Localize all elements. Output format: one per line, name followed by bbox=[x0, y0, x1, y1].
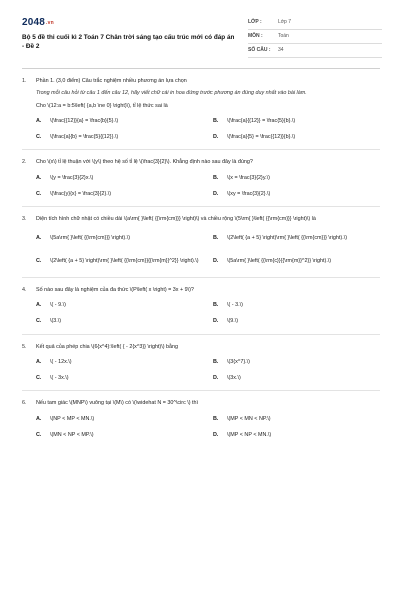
meta-label: SỐ CÂU : bbox=[248, 47, 271, 54]
answer-option[interactable] bbox=[36, 255, 203, 269]
exam-meta bbox=[248, 16, 382, 58]
question-text: Số nào sau đây là nghiệm của đa thức \(P\left( x \right) = 3x + 9\)? bbox=[36, 286, 194, 293]
option-letter: B. bbox=[213, 358, 219, 365]
answer-option[interactable] bbox=[36, 118, 203, 125]
option-text: \( - 3.\) bbox=[227, 301, 243, 308]
answer-options bbox=[36, 175, 380, 199]
option-text: \(MN < NP < MP.\) bbox=[50, 432, 94, 439]
question-divider bbox=[22, 390, 380, 391]
meta-value: Lớp 7 bbox=[278, 19, 292, 26]
section-title: Phần 1. (3,0 điểm) Câu trắc nghiệm nhiều phương án lựa chọn bbox=[36, 78, 187, 84]
option-text: \(\frac{a}{5} = \frac{{12}}{b}.\) bbox=[227, 134, 296, 141]
meta-row-class bbox=[248, 16, 382, 30]
option-letter: D. bbox=[213, 258, 219, 265]
option-text: \(2\left( {a + 5} \right)\rm{ }\left( {{\rm{cm}}{{\rm{m}}^2}} \right).\) bbox=[50, 258, 199, 265]
question-text: Diện tích hình chữ nhật có chiều dài \(a\rm{ }\left( {{\rm{cm}}} \right)\) và chiều rộng \(5\rm{ }\left( {{\rm{cm}}} \right)\) là bbox=[36, 216, 316, 223]
option-text: \(3x.\) bbox=[227, 375, 241, 382]
answer-option[interactable] bbox=[36, 175, 203, 182]
answer-options bbox=[36, 302, 380, 326]
answer-option[interactable] bbox=[36, 416, 203, 423]
question-text: Kết quả của phép chia \(6{x^4}:\left( { - 2{x^3}} \right)\) bằng bbox=[36, 343, 179, 350]
option-text: \(\frac{{12}}{a} = \frac{b}{5}.\) bbox=[50, 117, 119, 124]
answer-options bbox=[36, 232, 380, 269]
option-letter: B. bbox=[213, 117, 219, 124]
question-2 bbox=[22, 159, 380, 207]
meta-row-count bbox=[248, 44, 382, 58]
site-logo[interactable] bbox=[22, 16, 54, 30]
meta-label: MÔN : bbox=[248, 33, 263, 40]
question-divider bbox=[22, 206, 380, 207]
question-text: Nếu tam giác \(MNP\) vuông tại \(M\) có \(\widehat N = 30^\circ \) thì bbox=[36, 400, 199, 407]
meta-value: Toán bbox=[278, 33, 289, 40]
answer-option[interactable] bbox=[213, 318, 380, 325]
option-text: \(3.\) bbox=[50, 318, 62, 325]
question-divider bbox=[22, 277, 380, 278]
answer-option[interactable] bbox=[36, 432, 203, 439]
question-number: 6. bbox=[22, 400, 27, 407]
option-letter: C. bbox=[36, 318, 42, 325]
option-text: \( - 3x.\) bbox=[50, 375, 69, 382]
option-letter: D. bbox=[213, 318, 219, 325]
logo-text: 2048 bbox=[22, 17, 46, 28]
meta-row-subject bbox=[248, 30, 382, 44]
option-letter: B. bbox=[213, 415, 219, 422]
option-text: \(5a\rm{ }\left( {{\rm{c}}{{\rm{m}}^2}} \right).\) bbox=[227, 258, 332, 265]
question-3 bbox=[22, 216, 380, 277]
option-text: \(\frac{y}{x} = \frac{3}{2}.\) bbox=[50, 191, 111, 198]
option-letter: D. bbox=[213, 375, 219, 382]
option-text: \( - 12x.\) bbox=[50, 358, 72, 365]
option-text: \(\frac{a}{b} = \frac{5}{{12}}.\) bbox=[50, 134, 119, 141]
option-text: \(MP < NP < MN.\) bbox=[227, 432, 272, 439]
option-letter: C. bbox=[36, 432, 42, 439]
question-text: Cho \(12:a = b:5\left( {a,b \ne 0} \right)\), tỉ lệ thức sai là bbox=[36, 102, 168, 109]
option-text: \(2\left( {a + 5} \right)\rm{ }\left( {{\rm{cm}}} \right).\) bbox=[227, 235, 347, 242]
meta-value: 34 bbox=[278, 47, 284, 54]
option-letter: D. bbox=[213, 134, 219, 141]
question-divider bbox=[22, 149, 380, 150]
option-letter: D. bbox=[213, 432, 219, 439]
option-letter: C. bbox=[36, 191, 42, 198]
answer-option[interactable] bbox=[213, 375, 380, 382]
answer-option[interactable] bbox=[36, 359, 203, 366]
option-text: \(3{x^7}.\) bbox=[227, 358, 250, 365]
answer-option[interactable] bbox=[213, 255, 380, 269]
answer-option[interactable] bbox=[213, 416, 380, 423]
option-letter: C. bbox=[36, 258, 42, 265]
answer-option[interactable] bbox=[36, 134, 203, 141]
document-title: Bộ 5 đề thi cuối kì 2 Toán 7 Chân trời sáng tạo cấu trúc mới có đáp án - Đề 2 bbox=[22, 34, 235, 51]
question-4 bbox=[22, 287, 380, 335]
option-letter: D. bbox=[213, 191, 219, 198]
option-letter: A. bbox=[36, 415, 42, 422]
question-1 bbox=[22, 78, 380, 150]
answer-option[interactable] bbox=[213, 359, 380, 366]
section-instruction: Trong mỗi câu hỏi từ câu 1 đến câu 12, hãy viết chữ cái in hoa đứng trước phương án đúng duy nhất vào bài làm. bbox=[36, 90, 307, 97]
answer-option[interactable] bbox=[213, 134, 380, 141]
option-text: \( - 9.\) bbox=[50, 301, 66, 308]
document-header bbox=[22, 14, 382, 60]
option-text: \(\frac{a}{{12}} = \frac{5}{b}.\) bbox=[227, 117, 296, 124]
option-letter: A. bbox=[36, 174, 42, 181]
question-number: 2. bbox=[22, 159, 27, 166]
answer-options bbox=[36, 118, 380, 142]
question-number: 4. bbox=[22, 286, 27, 293]
answer-option[interactable] bbox=[36, 302, 203, 309]
option-letter: B. bbox=[213, 301, 219, 308]
answer-option[interactable] bbox=[213, 175, 380, 182]
logo-suffix: .vn bbox=[46, 20, 54, 26]
question-5 bbox=[22, 344, 380, 392]
answer-options bbox=[36, 416, 380, 440]
option-letter: C. bbox=[36, 134, 42, 141]
option-text: \(5a\rm{ }\left( {{\rm{cm}}} \right).\) bbox=[50, 235, 130, 242]
option-letter: A. bbox=[36, 358, 42, 365]
question-number: 3. bbox=[22, 216, 27, 223]
option-letter: A. bbox=[36, 235, 42, 242]
answer-options bbox=[36, 359, 380, 383]
answer-option[interactable] bbox=[36, 232, 203, 246]
answer-option[interactable] bbox=[213, 432, 380, 439]
option-text: \(y = \frac{3}{2}x.\) bbox=[50, 174, 94, 181]
answer-option[interactable] bbox=[213, 302, 380, 309]
option-letter: B. bbox=[213, 235, 219, 242]
option-letter: A. bbox=[36, 117, 42, 124]
option-text: \(xy = \frac{3}{2}.\) bbox=[227, 191, 271, 198]
answer-option[interactable] bbox=[213, 118, 380, 125]
option-text: \(9.\) bbox=[227, 318, 239, 325]
question-6 bbox=[22, 400, 380, 439]
answer-option[interactable] bbox=[36, 191, 203, 198]
answer-option[interactable] bbox=[213, 191, 380, 198]
option-text: \(x = \frac{3}{2}y.\) bbox=[227, 174, 270, 181]
option-text: \(MP < MN < NP.\) bbox=[227, 415, 271, 422]
meta-label: LỚP : bbox=[248, 19, 262, 26]
question-text: Cho \(x\) tỉ lệ thuận với \(y\) theo hệ số tỉ lệ \(\frac{3}{2}\). Khẳng định nào sau đây là đúng? bbox=[36, 159, 253, 166]
question-number: 1. bbox=[22, 78, 27, 84]
answer-option[interactable] bbox=[36, 318, 203, 325]
answer-option[interactable] bbox=[36, 375, 203, 382]
option-letter: C. bbox=[36, 375, 42, 382]
option-letter: A. bbox=[36, 301, 42, 308]
option-text: \(NP < MP < MN.\) bbox=[50, 415, 95, 422]
question-number: 5. bbox=[22, 343, 27, 350]
header-divider bbox=[22, 68, 380, 69]
option-letter: B. bbox=[213, 174, 219, 181]
answer-option[interactable] bbox=[213, 232, 380, 246]
question-divider bbox=[22, 334, 380, 335]
question-list bbox=[22, 78, 380, 445]
